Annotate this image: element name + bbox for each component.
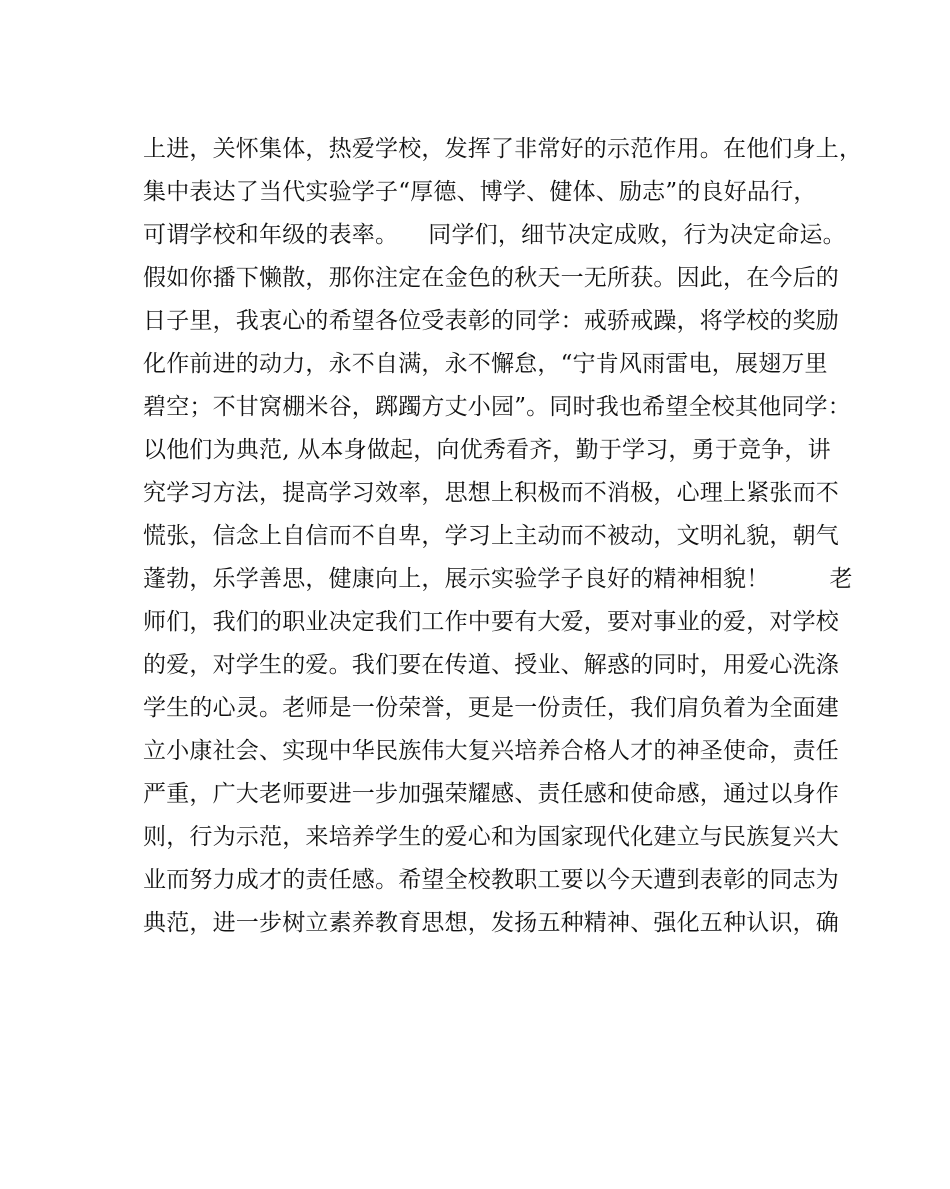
text-line: 究学习方法，提高学习效率，思想上积极而不消极，心理上紧张而不 [143,480,839,506]
text-line: 师们，我们的职业决定我们工作中要有大爱，要对事业的爱，对学校 [143,609,839,635]
text-line: 集中表达了当代实验学子“厚德、博学、健体、励志”的良好品行， [143,179,817,205]
text-line: 的爱，对学生的爱。我们要在传道、授业、解惑的同时，用爱心洗涤 [143,652,839,678]
text-line: 假如你播下懒散，那你注定在金色的秋天一无所获。因此，在今后的 [143,265,839,291]
text-line: 业而努力成才的责任感。希望全校教职工要以今天遭到表彰的同志为 [143,867,839,893]
text-line: 上进，关怀集体，热爱学校，发挥了非常好的示范作用。在他们身上， [143,136,863,162]
text-line: 严重，广大老师要进一步加强荣耀感、责任感和使命感，通过以身作 [143,781,839,807]
text-line: 蓬勃，乐学善思，健康向上，展示实验学子良好的精神相貌！ 老 [143,566,853,592]
text-line: 典范，进一步树立素养教育思想，发扬五种精神、强化五种认识，确 [143,910,839,936]
text-line: 可谓学校和年级的表率。 同学们，细节决定成败，行为决定命运。 [143,222,846,248]
text-line: 则，行为示范，来培养学生的爱心和为国家现代化建立与民族复兴大 [143,824,839,850]
text-line: 碧空；不甘窝棚米谷，踯躅方丈小园”。同时我也希望全校其他同学： [143,394,851,420]
text-line: 学生的心灵。老师是一份荣誉，更是一份责任，我们肩负着为全面建 [143,695,839,721]
text-line: 以他们为典范, 从本身做起，向优秀看齐，勤于学习，勇于竞争，讲 [143,437,831,463]
text-line: 化作前进的动力，永不自满，永不懈怠，“宁肯风雨雷电，展翅万里 [143,351,828,377]
text-line: 日子里，我衷心的希望各位受表彰的同学：戒骄戒躁，将学校的奖励 [143,308,839,334]
text-line: 立小康社会、实现中华民族伟大复兴培养合格人才的神圣使命，责任 [143,738,839,764]
text-line: 慌张，信念上自信而不自卑，学习上主动而不被动，文明礼貌，朝气 [143,523,839,549]
